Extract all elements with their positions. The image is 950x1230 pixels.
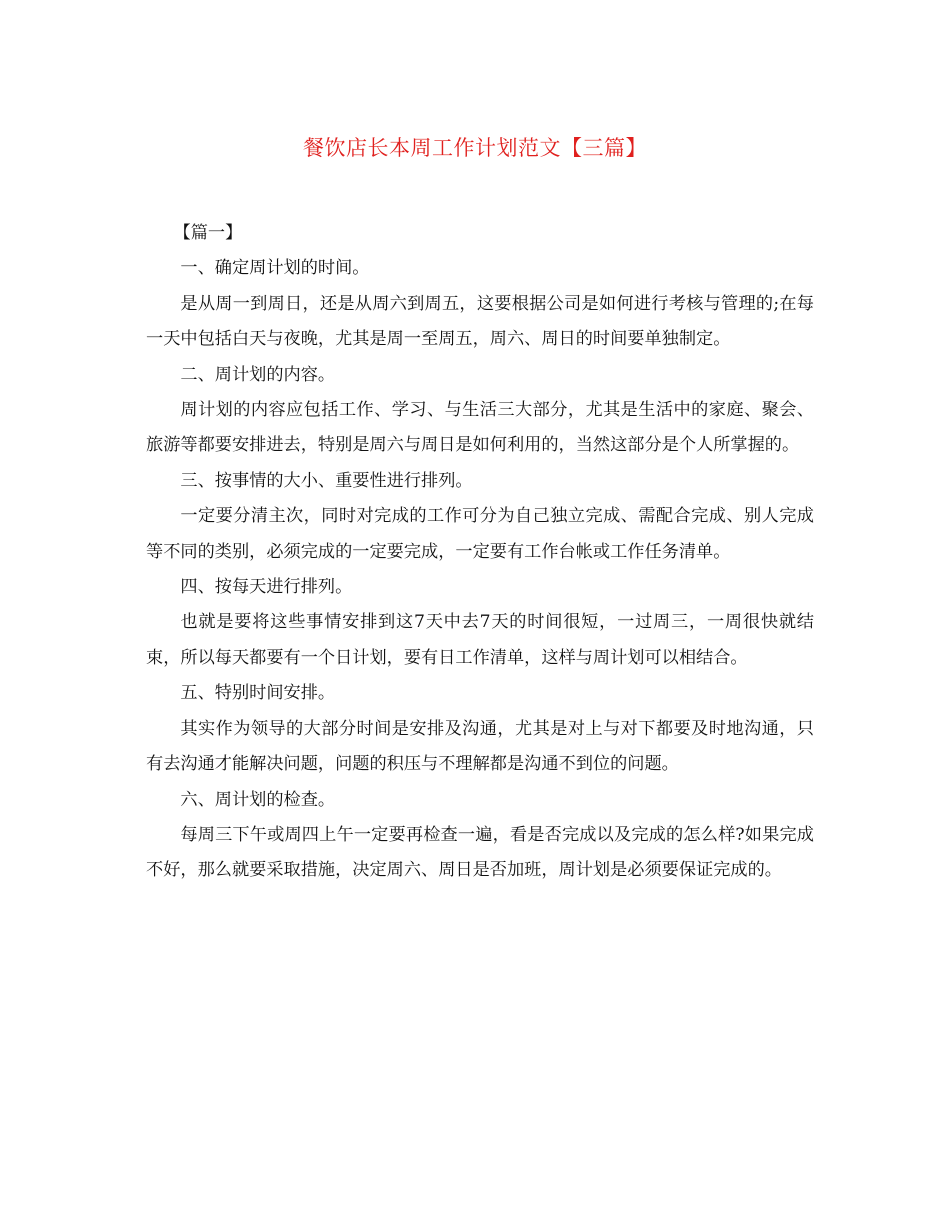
- heading-2: 二、周计划的内容。: [180, 364, 336, 385]
- heading-3: 三、按事情的大小、重要性进行排列。: [180, 470, 473, 491]
- paragraph-5: 其实作为领导的大部分时间是安排及沟通，尤其是对上与对下都要及时地沟通，只有去沟通才能解决问题，问题的积压与不理解都是沟通不到位的问题。: [146, 718, 814, 775]
- heading-5: 五、特别时间安排。: [180, 683, 336, 704]
- paragraph-2: 周计划的内容应包括工作、学习、与生活三大部分，尤其是生活中的家庭、聚会、旅游等都要安排进去，特别是周六与周日是如何利用的，当然这部分是个人所掌握的。: [146, 400, 814, 456]
- heading-4: 四、按每天进行排列。: [180, 577, 353, 598]
- paragraph-6: 每周三下午或周四上午一定要再检查一遍，看是否完成以及完成的怎么样?如果完成不好，那么就要采取措施，决定周六、周日是否加班，周计划是必须要保证完成的。: [146, 824, 814, 881]
- paragraph-1: 是从周一到周日，还是从周六到周五，这要根据公司是如何进行考核与管理的;在每一天中包括白天与夜晚，尤其是周一至周五，周六、周日的时间要单独制定。: [146, 293, 814, 350]
- heading-1: 一、确定周计划的时间。: [180, 258, 370, 279]
- paragraph-3: 一定要分清主次，同时对完成的工作可分为自己独立完成、需配合完成、别人完成等不同的类别，必须完成的一定要完成，一定要有工作台帐或工作任务清单。: [146, 506, 814, 562]
- paragraph-4: 也就是要将这些事情安排到这7天中去7天的时间很短，一过周三，一周很快就结束，所以每天都要有一个日计划，要有日工作清单，这样与周计划可以相结合。: [146, 612, 814, 668]
- document-title: 餐饮店长本周工作计划范文【三篇】: [303, 136, 647, 160]
- section-heading-part-one: 【篇一】: [173, 223, 243, 243]
- document-body: [146, 216, 814, 889]
- heading-6: 六、周计划的检查。: [180, 789, 336, 810]
